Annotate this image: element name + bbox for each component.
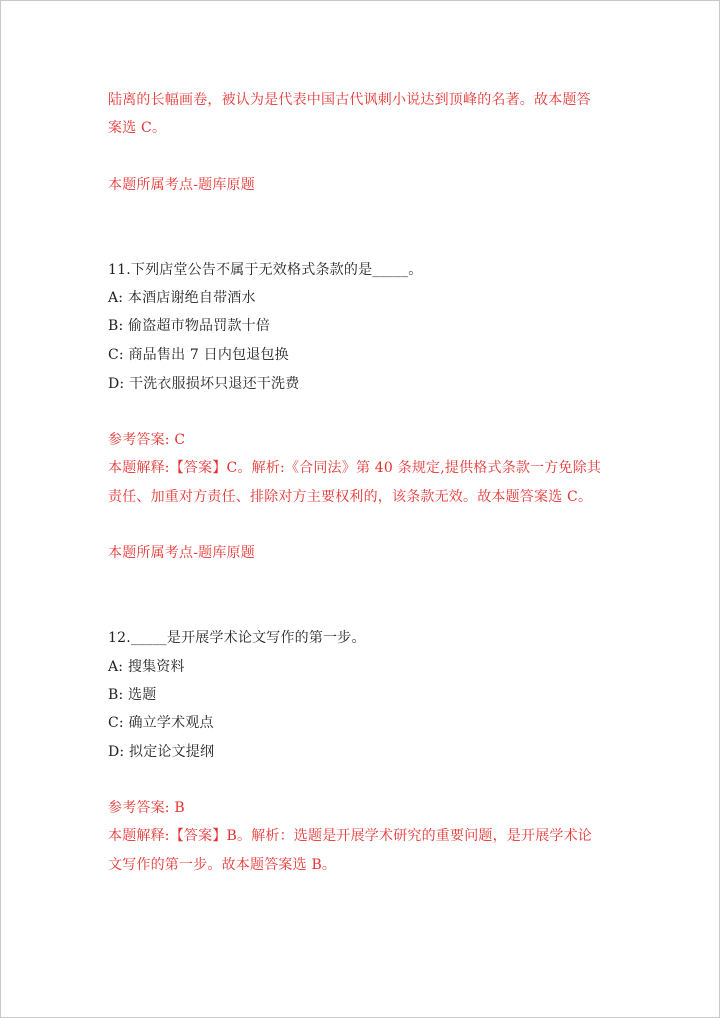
question-12-option-d: D: 拟定论文提纲 xyxy=(108,744,215,760)
question-11-stem: 11.下列店堂公告不属于无效格式条款的是_____。 xyxy=(108,262,423,278)
prev-explanation-line-1: 陆离的长幅画卷，被认为是代表中国古代讽刺小说达到顶峰的名著。故本题答 xyxy=(108,92,591,108)
question-12-answer: 参考答案: B xyxy=(108,800,185,816)
question-12-stem: 12._____是开展学术论文写作的第一步。 xyxy=(108,630,366,646)
question-12-explanation-line-2: 文写作的第一步。故本题答案选 B。 xyxy=(108,857,337,873)
question-11-option-b: B: 偷盗超市物品罚款十倍 xyxy=(108,318,271,334)
question-11-explanation-line-2: 责任、加重对方责任、排除对方主要权利的，该条款无效。故本题答案选 C。 xyxy=(108,489,593,505)
question-11-source-tag: 本题所属考点-题库原题 xyxy=(108,545,255,561)
question-11-option-d: D: 干洗衣服损坏只退还干洗费 xyxy=(108,376,300,392)
prev-explanation-line-2: 案选 C。 xyxy=(108,120,167,136)
question-12-option-a: A: 搜集资料 xyxy=(108,659,185,675)
question-11-answer: 参考答案: C xyxy=(108,432,186,448)
question-12-explanation-line-1: 本题解释:【答案】B。解析：选题是开展学术研究的重要问题，是开展学术论 xyxy=(108,828,593,844)
prev-source-tag: 本题所属考点-题库原题 xyxy=(108,177,255,193)
question-11-option-a: A: 本酒店谢绝自带酒水 xyxy=(108,290,256,306)
question-11-explanation-line-1: 本题解释:【答案】C。解析:《合同法》第 40 条规定,提供格式条款一方免除其 xyxy=(108,460,602,476)
question-12-option-b: B: 选题 xyxy=(108,687,157,703)
question-11-option-c: C: 商品售出 7 日内包退包换 xyxy=(108,347,289,363)
question-12-option-c: C: 确立学术观点 xyxy=(108,715,214,731)
